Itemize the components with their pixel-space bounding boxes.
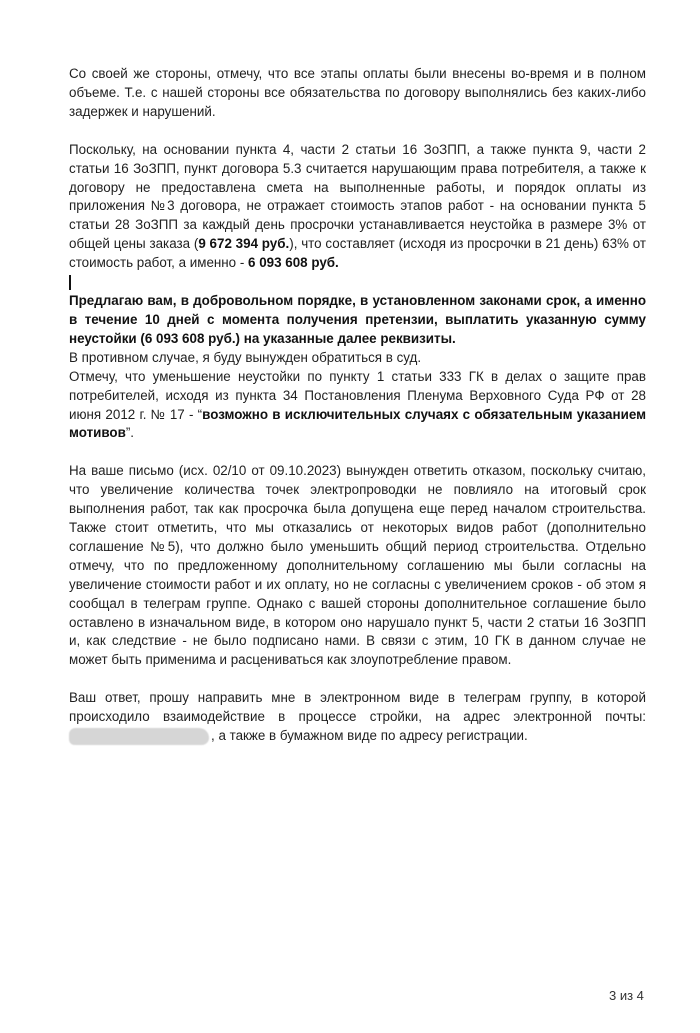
redacted-email — [69, 728, 209, 745]
penalty-text-b: ), что составляет (исходя из просрочки в 21 день) 63% от стоимость работ, а именно - — [69, 236, 647, 271]
paragraph-response-request — [69, 689, 646, 746]
paragraph-gap — [69, 443, 646, 462]
document-body — [69, 65, 646, 746]
order-price: 9 672 394 руб. — [198, 236, 290, 252]
court-quote: возможно в исключительных случаях с обязательным указанием мотивов — [69, 406, 646, 441]
paragraph-refusal: На ваше письмо (исх. 02/10 от 09.10.2023) вынужден ответить отказом, поскольку считаю, что увеличение количества точек электропроводки не повлияло на итоговый срок выполнения работ, так как просрочка была допущена еще перед началом строительства. Также стоит отметить, что мы отказались от некоторых видов работ (дополнительно соглашение №5), что должно было уменьшить общий период строительства. Отдельно отмечу, что по предложенному дополнительному соглашению мы были согласны на увеличение стоимости работ и их оплату, но не согласны с увеличением сроков - об этом я сообщал в телеграм группе. Однако с вашей стороны дополнительное соглашение было оставлено в изначальном виде, в котором оно нарушало пункт 5, части 2 статьи 16 ЗоЗПП и, как следствие - не было подписано нами. В связи с этим, 10 ГК в данном случае не может быть применима и расцениваться как злоупотребление правом. — [69, 463, 646, 668]
penalty-amount: 6 093 608 руб. — [248, 255, 339, 271]
penalty-text-a: Поскольку, на основании пункта 4, части 2 статьи 16 ЗоЗПП, а также пункта 9, части 2 статьи 16 ЗоЗПП, пункт договора 5.3 считается нарушающим права потребителя, а также к договору не предоставлена смета на выполненные работы, и порядок оплаты из приложения №3 договора, не отражает стоимость этапов работ - на основании пункта 5 статьи 28 ЗоЗПП за каждый день просрочки устанавливается неустойка в размере 3% от общей цены заказа ( — [69, 141, 646, 252]
text-cursor — [69, 275, 71, 290]
reference-text-b: ”. — [125, 425, 135, 441]
response-text-a: Ваш ответ, прошу направить мне в электронном виде в телеграм группу, в которой происходило взаимодействие в процессе стройки, на адрес электронной почты: — [69, 690, 646, 725]
paragraph-payments: Со своей же стороны, отмечу, что все этапы оплаты были внесены во-время и в полном объеме. Т.е. с нашей стороны все обязательства по договору выполнялись без каких-либо задержек и нарушений. — [69, 66, 646, 119]
page-indicator: 3 из 4 — [609, 988, 644, 1003]
paragraph-gap — [69, 670, 646, 689]
paragraph-demand: Предлагаю вам, в добровольном порядке, в установленном законами срок, а именно в течение 10 дней с момента получения претензии, выплатить указанную сумму неустойки (6 093 608 руб.) на указанные далее реквизиты. — [69, 293, 646, 346]
paragraph-court-warning: В противном случае, я буду вынужден обратиться в суд. — [69, 349, 422, 365]
paragraph-penalty-calc — [69, 141, 646, 273]
paragraph-gap — [69, 122, 646, 141]
response-text-b: , а также в бумажном виде по адресу регистрации. — [211, 728, 528, 744]
reference-text-a: Отмечу, что уменьшение неустойки по пункту 1 статьи 333 ГК в делах о защите прав потребителей, исходя из пункта 34 Постановления Пленума Верховного Суда РФ от 28 июня 2012 г. № 17 - “ — [69, 368, 646, 422]
paragraph-court-reference — [69, 368, 646, 444]
